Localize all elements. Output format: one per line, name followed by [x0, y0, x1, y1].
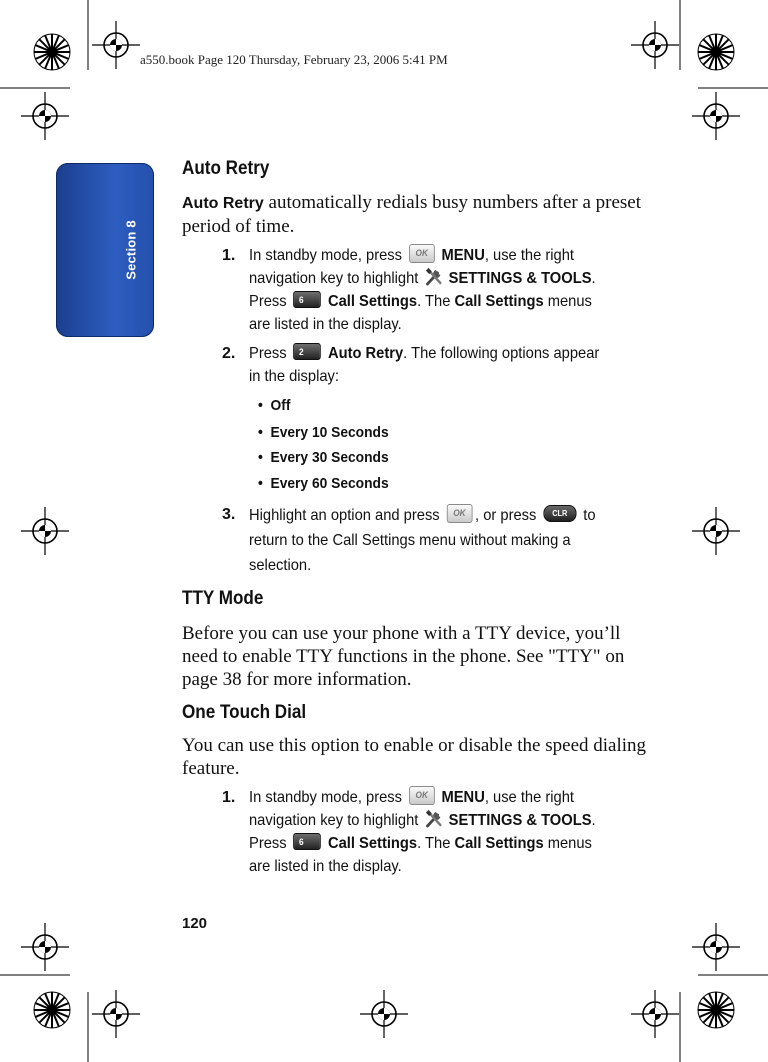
step-number: 1.: [222, 789, 236, 806]
one-touch-dial-heading: One Touch Dial: [182, 702, 307, 723]
option-every-10-seconds: • Every 10 Seconds: [258, 424, 389, 441]
step-number: 2.: [222, 345, 236, 362]
number-6-key-icon: 6: [293, 291, 321, 308]
step-number: 1.: [222, 247, 236, 264]
step-number: 3.: [222, 506, 236, 523]
number-2-key-icon: 2: [293, 343, 321, 360]
tty-mode-body: Before you can use your phone with a TTY device, you’ll need to enable TTY functions in the phone. See "TTY" on page 38 for more information.: [182, 623, 625, 690]
section-tab-label: Section 8: [123, 220, 139, 280]
settings-tools-icon: [424, 267, 442, 287]
one-touch-dial-step-1: In standby mode, press OK MENU, use the right navigation key to highlight SETTINGS & TOOLS. Press 6 Call Settings. The Call Settings menus are listed in the display.: [249, 786, 612, 878]
settings-tools-icon: [424, 809, 442, 829]
ok-key-icon: OK: [409, 244, 435, 263]
option-every-60-seconds: • Every 60 Seconds: [258, 475, 389, 492]
auto-retry-intro: Auto Retry automatically redials busy numbers after a preset period of time.: [182, 192, 642, 237]
auto-retry-step-2: Press 2 Auto Retry. The following options appear in the display:: [249, 345, 600, 385]
number-6-key-icon: 6: [293, 833, 321, 850]
ok-key-icon: OK: [409, 786, 435, 805]
ok-key-icon: OK: [447, 504, 473, 523]
page-number: 120: [182, 915, 208, 932]
auto-retry-step-1: In standby mode, press OK MENU, use the right navigation key to highlight SETTINGS & TOOLS. Press 6 Call Settings. The Call Settings menus are listed in the display.: [249, 244, 612, 336]
option-every-30-seconds: • Every 30 Seconds: [258, 449, 389, 466]
one-touch-dial-body: You can use this option to enable or disable the speed dialing feature.: [182, 735, 647, 779]
print-header: a550.book Page 120 Thursday, February 23, 2006 5:41 PM: [140, 52, 448, 67]
tty-mode-heading: TTY Mode: [182, 588, 264, 609]
auto-retry-step-3: Highlight an option and press OK , or press CLR to return to the Call Settings menu without making a selection.: [249, 503, 612, 578]
auto-retry-heading: Auto Retry: [182, 158, 270, 179]
option-off: • Off: [258, 397, 291, 414]
clr-key-icon: CLR: [543, 505, 576, 522]
section-tab: [56, 163, 154, 337]
